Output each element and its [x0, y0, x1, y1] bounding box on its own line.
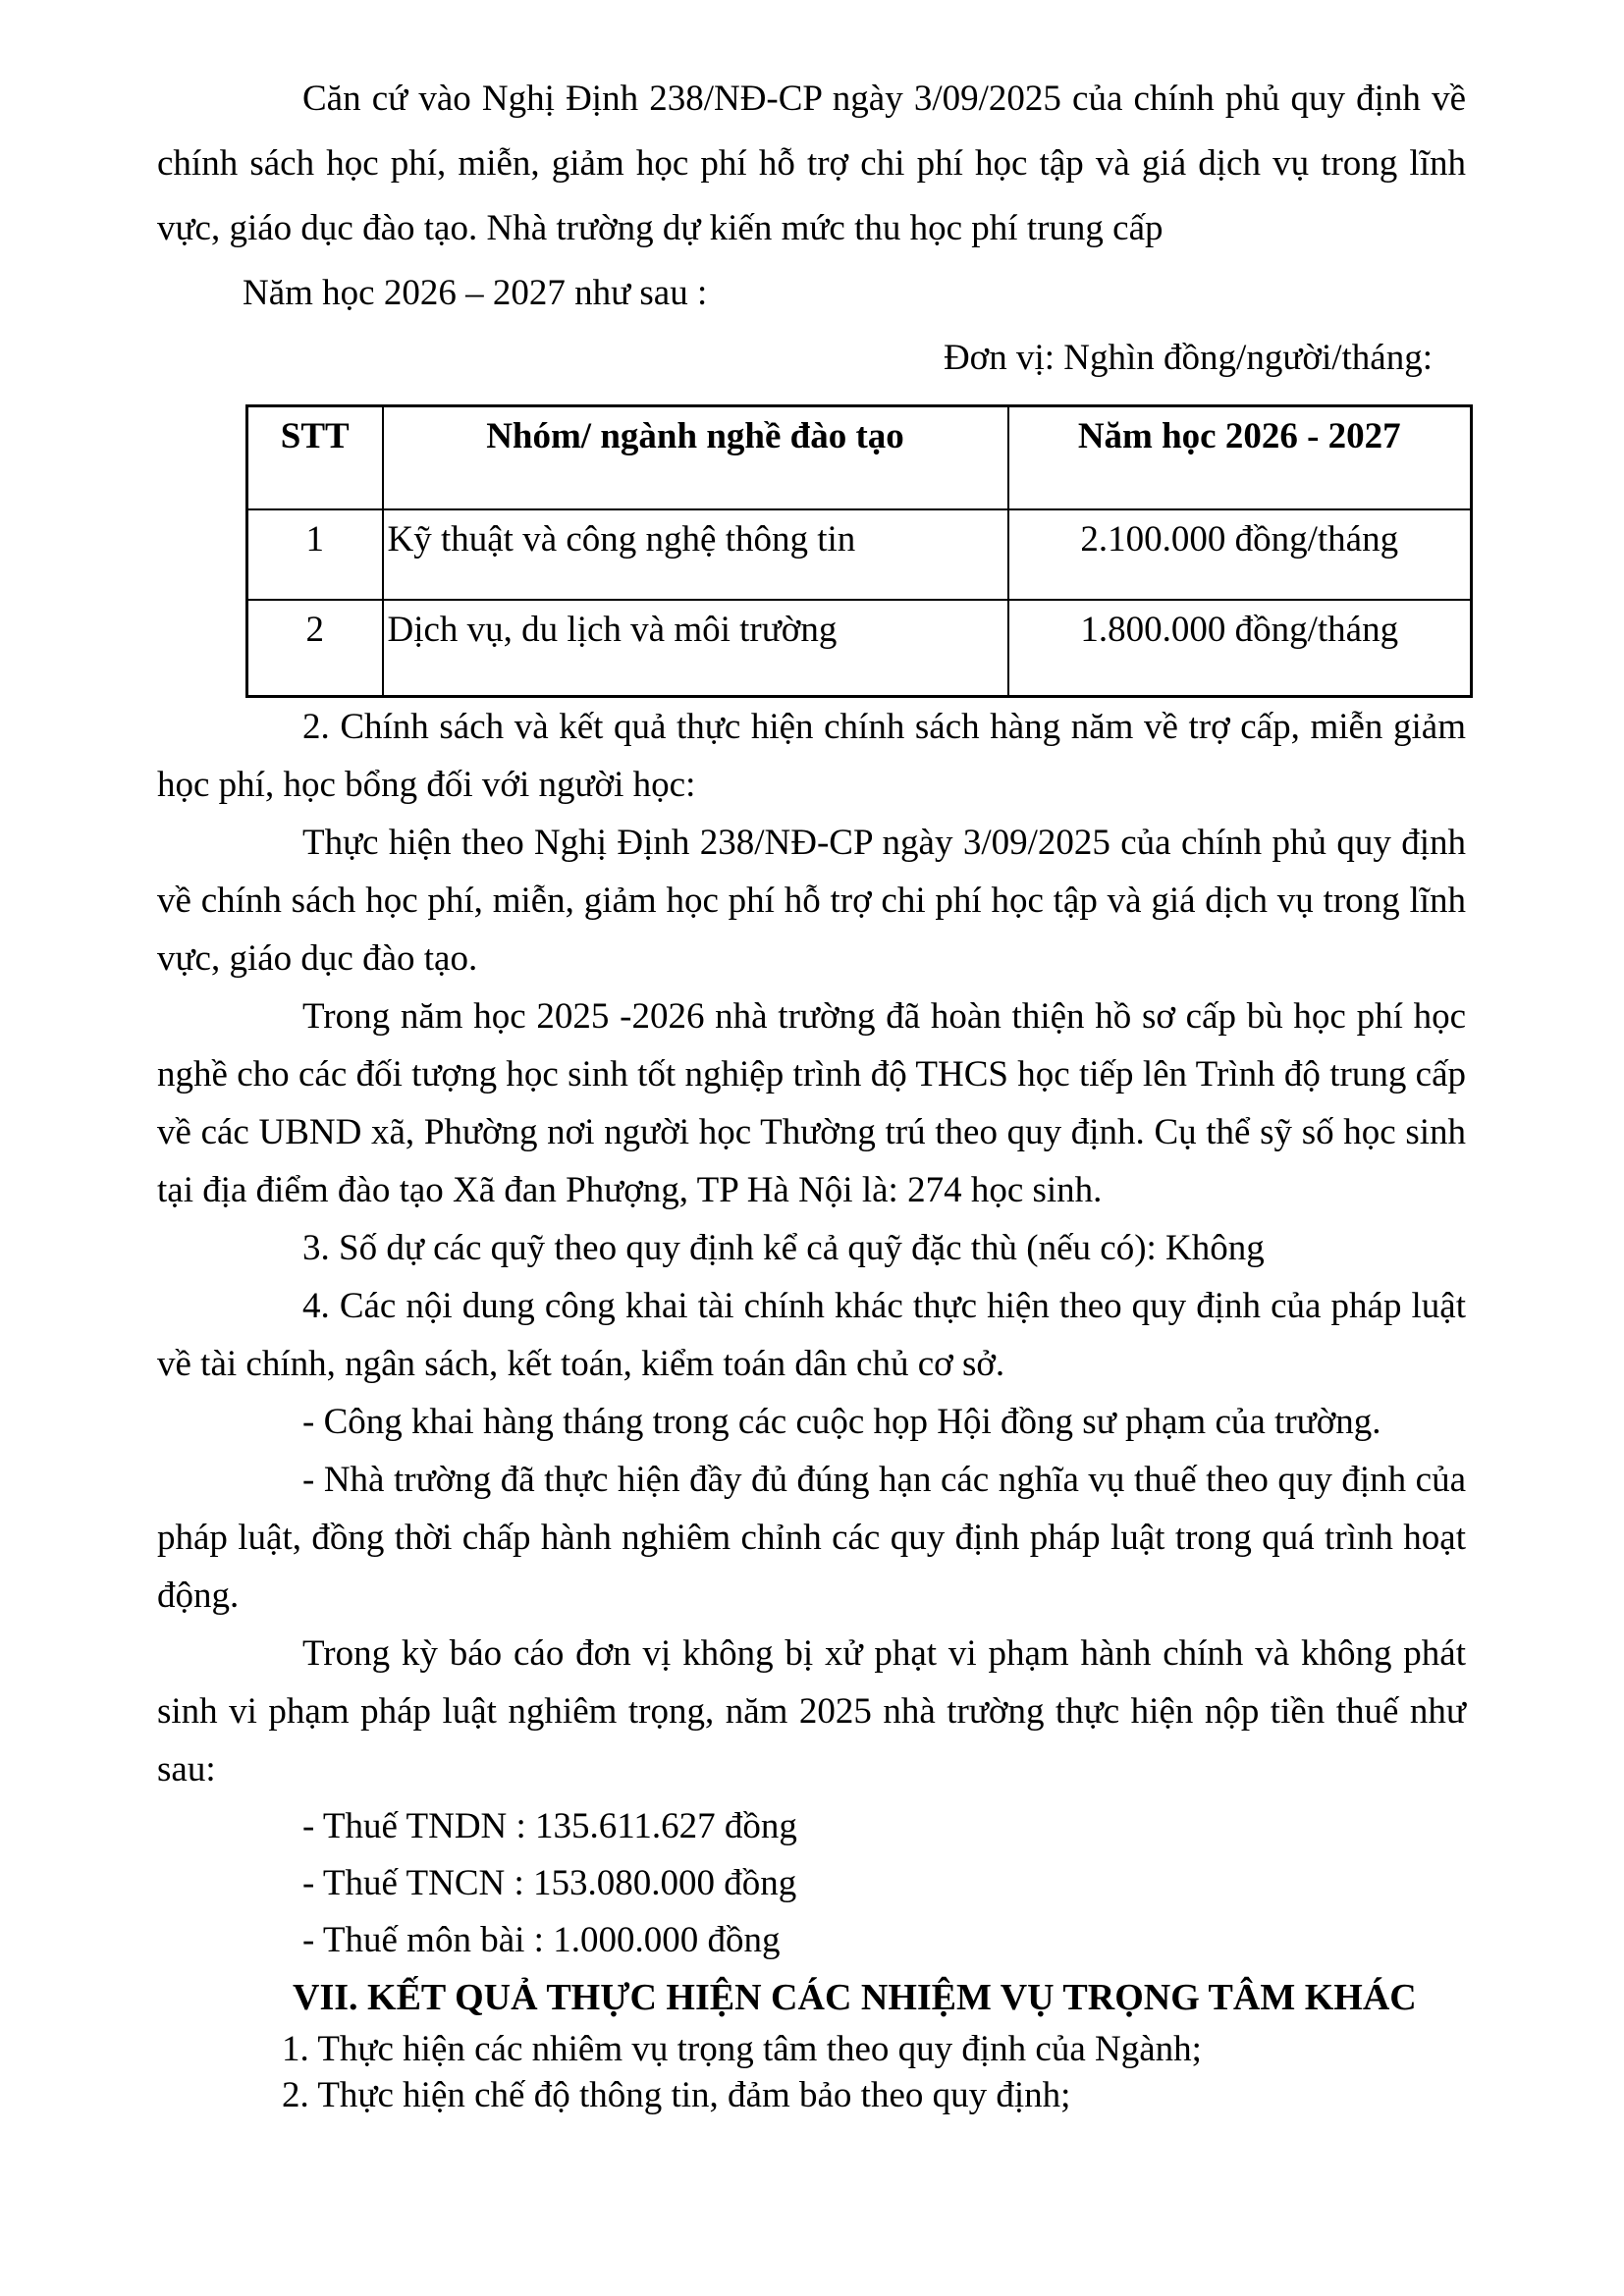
- paragraph-students: Trong năm học 2025 -2026 nhà trường đã hoàn thiện hồ sơ cấp bù học phí học nghề cho các đối tượng học sinh tốt nghiệp trình độ THCS học tiếp lên Trình độ trung cấp về các UBND xã, Phường nơi người học Thường trú theo quy định. Cụ thể sỹ số học sinh tại địa điểm đào tạo Xã đan Phượng, TP Hà Nội là: 274 học sinh.: [157, 996, 1466, 1210]
- task-item-2: 2. Thực hiện chế độ thông tin, đảm bảo theo quy định;: [282, 2075, 1071, 2115]
- paragraph-decree: Thực hiện theo Nghị Định 238/NĐ-CP ngày 3/09/2025 của chính phủ quy định về chính sách học phí, miễn, giảm học phí hỗ trợ chi phí học tập và giá dịch vụ trong lĩnh vực, giáo dục đào tạo.: [157, 823, 1466, 979]
- fee-row-amount: 2.100.000 đồng/tháng: [1008, 509, 1472, 600]
- paragraph-report-period: Trong kỳ báo cáo đơn vị không bị xử phạt vi phạm hành chính và không phát sinh vi phạm pháp luật nghiêm trọng, năm 2025 nhà trường thực hiện nộp tiền thuế như sau:: [157, 1633, 1466, 1789]
- fee-table-row: [247, 509, 1472, 600]
- paragraph-finance-disclosure: 4. Các nội dung công khai tài chính khác thực hiện theo quy định của pháp luật về tài chính, ngân sách, kết toán, kiểm toán dân chủ cơ sở.: [157, 1286, 1466, 1384]
- paragraph-tax-obligations: - Nhà trường đã thực hiện đầy đủ đúng hạn các nghĩa vụ thuế theo quy định của pháp luật, đồng thời chấp hành nghiêm chỉnh các quy định pháp luật trong quá trình hoạt động.: [157, 1460, 1466, 1616]
- intro-paragraph: Căn cứ vào Nghị Định 238/NĐ-CP ngày 3/09/2025 của chính phủ quy định về chính sách học phí, miễn, giảm học phí hỗ trợ chi phí học tập và giá dịch vụ trong lĩnh vực, giáo dục đào tạo. Nhà trường dự kiến mức thu học phí trung cấp: [157, 79, 1466, 248]
- tax-line-tncn: - Thuế TNCN : 153.080.000 đồng: [302, 1863, 797, 1903]
- fee-table-header-stt: STT: [247, 406, 383, 510]
- fee-table-header-row: [247, 406, 1472, 510]
- fee-table-row: [247, 600, 1472, 697]
- fee-row-nganh: Kỹ thuật và công nghệ thông tin: [383, 509, 1008, 600]
- fee-row-amount: 1.800.000 đồng/tháng: [1008, 600, 1472, 697]
- fee-row-stt: 1: [247, 509, 383, 600]
- unit-note: Đơn vị: Nghìn đồng/người/tháng:: [943, 338, 1433, 378]
- paragraph-policy: 2. Chính sách và kết quả thực hiện chính sách hàng năm về trợ cấp, miễn giảm học phí, học bổng đối với người học:: [157, 707, 1466, 805]
- paragraph-monthly-disclosure: - Công khai hàng tháng trong các cuộc họp Hội đồng sư phạm của trường.: [302, 1402, 1381, 1442]
- task-item-1: 1. Thực hiện các nhiêm vụ trọng tâm theo quy định của Ngành;: [282, 2029, 1202, 2069]
- fee-table-header-namhoc: Năm học 2026 - 2027: [1008, 406, 1472, 510]
- fee-table-header-nganh: Nhóm/ ngành nghề đào tạo: [383, 406, 1008, 510]
- intro-tail-line: Năm học 2026 – 2027 như sau :: [243, 273, 708, 313]
- fee-row-nganh: Dịch vụ, du lịch và môi trường: [383, 600, 1008, 697]
- fee-row-stt: 2: [247, 600, 383, 697]
- tax-line-tndn: - Thuế TNDN : 135.611.627 đồng: [302, 1806, 797, 1846]
- paragraph-funds: 3. Số dự các quỹ theo quy định kể cả quỹ đặc thù (nếu có): Không: [302, 1228, 1265, 1268]
- section-heading-vii: VII. KẾT QUẢ THỰC HIỆN CÁC NHIỆM VỤ TRỌNG TÂM KHÁC: [293, 1977, 1417, 2018]
- tax-line-monbai: - Thuế môn bài : 1.000.000 đồng: [302, 1920, 781, 1960]
- tuition-fee-table: [245, 404, 1473, 698]
